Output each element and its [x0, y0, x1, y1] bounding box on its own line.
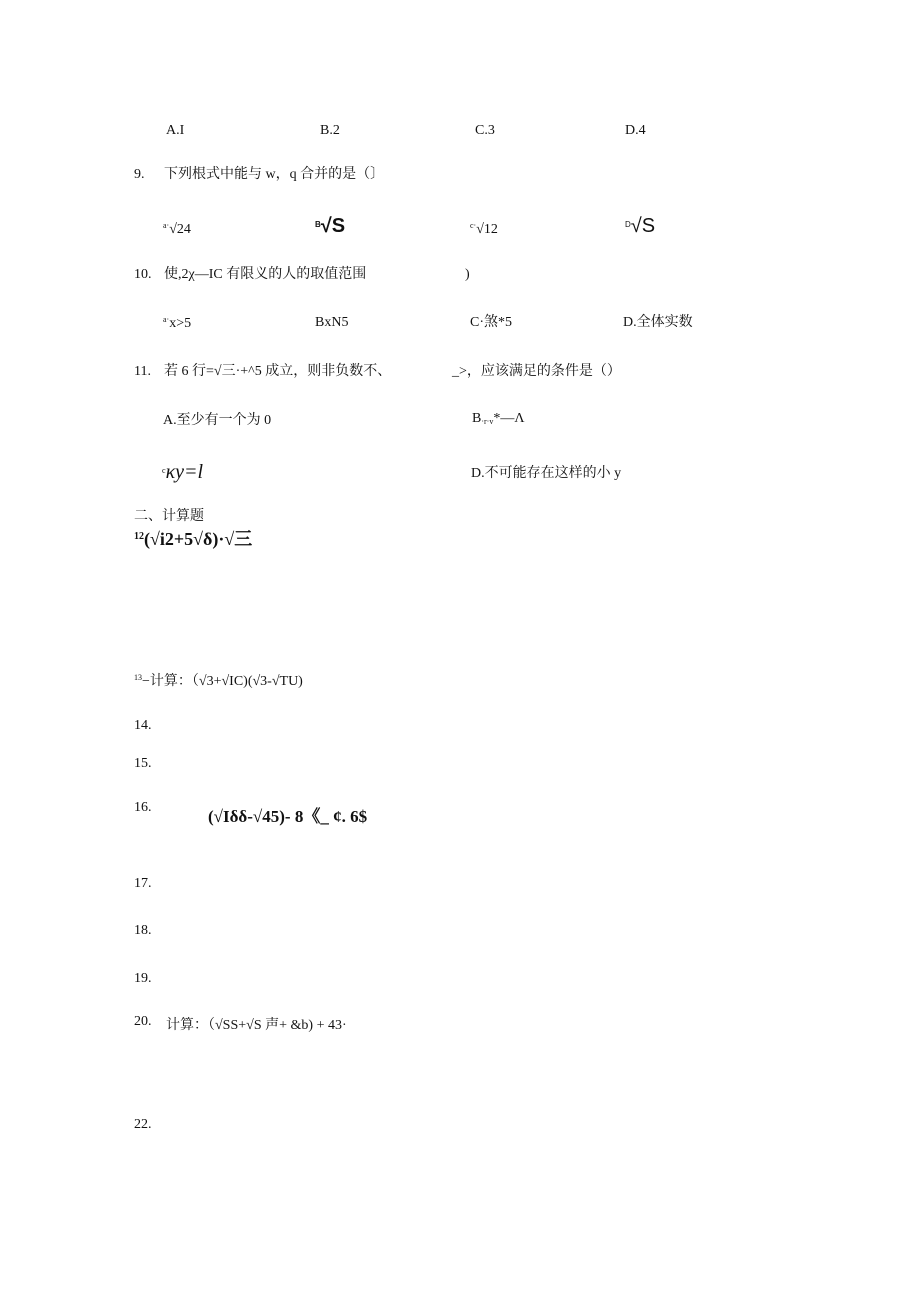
- q9-option-a-text: √24: [169, 222, 191, 237]
- q19-number: 19.: [134, 971, 152, 986]
- q9-option-a-label: a·: [163, 221, 170, 230]
- q11-option-b: [472, 412, 525, 426]
- q11-option-c-text: κy=l: [165, 461, 204, 483]
- q10-closing-paren: ): [465, 267, 470, 282]
- q10-option-a-text: x>5: [169, 316, 192, 331]
- q9-option-c: [470, 222, 498, 237]
- q10-option-a-label: a·: [163, 315, 170, 324]
- q10-option-c: C·煞*5: [470, 315, 512, 330]
- q10-number: 10.: [134, 267, 152, 282]
- q22-number: 22.: [134, 1117, 152, 1132]
- section-title: 二、计算题: [134, 509, 204, 524]
- q8-option-b: B.2: [320, 123, 340, 138]
- q9-option-d: [625, 216, 655, 236]
- q11-option-c: [162, 462, 203, 482]
- q11-option-b-sub: ·r·v: [481, 417, 494, 426]
- q20-number: 20.: [134, 1014, 152, 1029]
- q9-stem: 下列根式中能与 w，q 合并的是（〕: [164, 167, 385, 182]
- q11-stem-tail: _>，应该满足的条件是（）: [452, 364, 621, 379]
- q11-number: 11.: [134, 364, 151, 379]
- q9-option-b-label: B: [315, 220, 321, 229]
- q9-option-c-text: √12: [476, 222, 498, 237]
- q12: [134, 530, 252, 548]
- q9-option-c-label: c·: [470, 221, 477, 230]
- q8-option-c: C.3: [475, 123, 495, 138]
- q17-number: 17.: [134, 876, 152, 891]
- q11-option-b-main: B: [472, 411, 482, 426]
- q9-option-d-text: √S: [630, 215, 656, 237]
- q10-option-d: D.全体实数: [623, 315, 693, 330]
- q20-text: 计算：（√SS+√S 声+ &b) + 43·: [166, 1018, 347, 1033]
- q8-option-d: D.4: [625, 123, 646, 138]
- q15-number: 15.: [134, 756, 152, 771]
- q9-option-b-text: √S: [320, 215, 346, 237]
- q16-expression: (√Iδδ-√45)- 8《_ ¢. 6$: [208, 807, 368, 826]
- q10-stem: 使,2χ—IC 有限义的人的取值范围: [164, 267, 367, 282]
- q14-number: 14.: [134, 718, 152, 733]
- q18-number: 18.: [134, 923, 152, 938]
- q11-option-d: D.不可能存在这样的小 y: [471, 466, 622, 481]
- q9-option-a: [163, 222, 191, 237]
- q10-option-a: [163, 316, 191, 331]
- q12-expression: (√i2+5√δ)·√三: [144, 529, 253, 549]
- q11-option-c-label: c: [162, 466, 166, 475]
- q11-option-a: A.至少有一个为 0: [163, 413, 272, 428]
- q13-number: 13: [134, 673, 142, 682]
- q9-number: 9.: [134, 167, 145, 182]
- q13: [134, 674, 303, 689]
- q11-option-b-rest: *—Λ: [493, 411, 525, 426]
- q11-stem: 若 6 行=√三·+^5 成立，则非负数不、: [164, 364, 392, 379]
- q9-option-b: [315, 216, 345, 236]
- q16-number: 16.: [134, 800, 152, 815]
- q9-option-d-label: D: [625, 220, 631, 229]
- q13-text: −计算：（√3+√IC)(√3-√TU): [142, 674, 303, 689]
- q12-number: 12: [134, 531, 144, 542]
- q10-option-b: BxN5: [315, 315, 349, 330]
- q8-option-a: A.I: [166, 123, 185, 138]
